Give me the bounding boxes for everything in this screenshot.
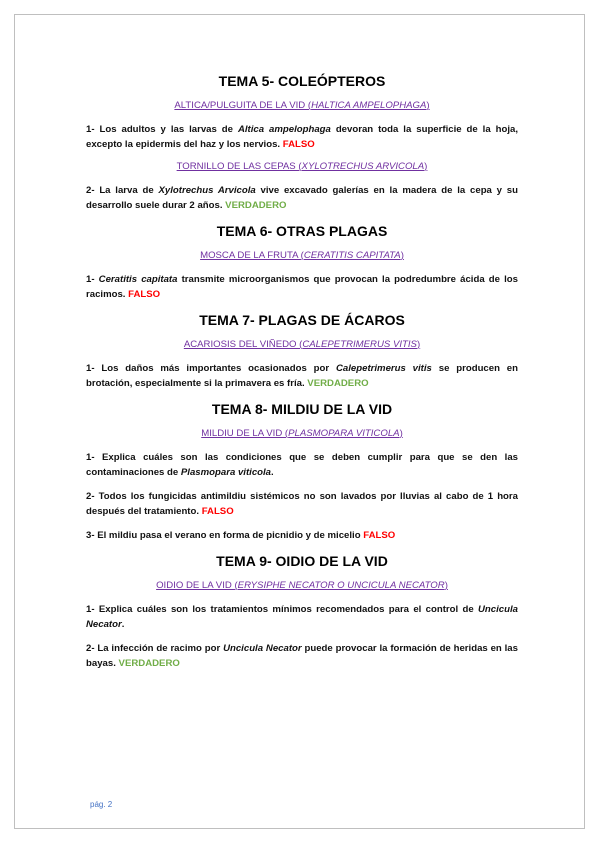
page-number: pág. 2 (90, 800, 113, 809)
answer-verdadero: VERDADERO (307, 378, 369, 389)
tema-7-question-1: 1- Los daños más importantes ocasionados por Calepetrimerus vitis se producen en brotación, especialmente si la primavera es fría. VERDADERO (86, 363, 519, 389)
tema-5-question-2: 2- La larva de Xylotrechus Arvicola vive excavado galerías en la madera de la cepa y su desarrollo suele durar 2 años. VERDADERO (86, 185, 518, 211)
answer-falso: FALSO (363, 530, 396, 541)
answer-falso: FALSO (282, 139, 315, 150)
document-body (86, 72, 518, 680)
tema-8-subtitle-1: MILDIU DE LA VID (PLASMOPARA VITICOLA) (201, 428, 403, 439)
tema-5-title: TEMA 5- COLEÓPTEROS (218, 73, 386, 89)
answer-falso: FALSO (201, 506, 234, 517)
tema-6-title: TEMA 6- OTRAS PLAGAS (216, 223, 388, 239)
tema-9-question-1: 1- Explica cuáles son los tratamientos mínimos recomendados para el control de Uncicula Necator. (86, 604, 518, 630)
tema-9-subtitle-1: OIDIO DE LA VID (ERYSIPHE NECATOR O UNCICULA NECATOR) (156, 580, 448, 591)
tema-6-subtitle-1: MOSCA DE LA FRUTA (CERATITIS CAPITATA) (200, 250, 404, 261)
tema-6-question-1: 1- Ceratitis capitata transmite microorganismos que provocan la podredumbre ácida de los racimos. FALSO (86, 274, 518, 300)
answer-verdadero: VERDADERO (118, 658, 180, 669)
tema-8-title: TEMA 8- MILDIU DE LA VID (211, 401, 393, 417)
answer-falso: FALSO (128, 289, 161, 300)
tema-8-question-2: 2- Todos los fungicidas antimildiu sistémicos no son lavados por lluvias al cabo de 1 hora después del tratamiento. FALSO (86, 491, 518, 517)
tema-5-subtitle-2: TORNILLO DE LAS CEPAS (XYLOTRECHUS ARVICOLA) (176, 161, 428, 172)
tema-8-question-3: 3- El mildiu pasa el verano en forma de picnidio y de micelio FALSO (86, 530, 396, 541)
tema-7-title: TEMA 7- PLAGAS DE ÁCAROS (199, 312, 405, 328)
tema-8-question-1: 1- Explica cuáles son las condiciones que se deben cumplir para que se den las contaminaciones de Plasmopara viticola. (86, 452, 518, 478)
tema-9-question-2: 2- La infección de racimo por Uncicula Necator puede provocar la formación de heridas en las bayas. VERDADERO (86, 643, 518, 669)
tema-7-subtitle-1: ACARIOSIS DEL VIÑEDO (CALEPETRIMERUS VITIS) (183, 339, 421, 350)
answer-verdadero: VERDADERO (225, 200, 287, 211)
tema-9-title: TEMA 9- OIDIO DE LA VID (216, 553, 388, 569)
tema-5-subtitle-1: ALTICA/PULGUITA DE LA VID (HALTICA AMPELOPHAGA) (174, 100, 430, 111)
tema-5-question-1: 1- Los adultos y las larvas de Altica ampelophaga devoran toda la superficie de la hoja, excepto la epidermis del haz y los nervios. FALSO (86, 124, 518, 150)
